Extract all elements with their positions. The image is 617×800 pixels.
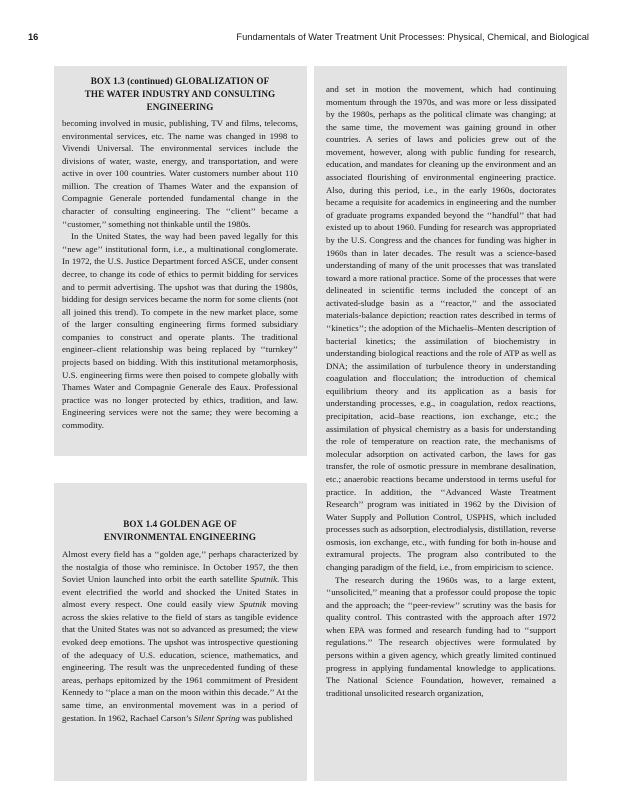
- running-head: Fundamentals of Water Treatment Unit Processes: Physical, Chemical, and Biological: [236, 32, 589, 42]
- sputnik-italic-1: Sputnik: [250, 574, 278, 585]
- box-1-3-text: [62, 75, 298, 431]
- box-1-4-title-line-2: ENVIRONMENTAL ENGINEERING: [103, 532, 257, 542]
- box-1-3-title: [62, 75, 298, 114]
- box-1-4-paragraph-1-part-d: was published: [239, 712, 293, 723]
- box-1-4-paragraph-1: [62, 548, 298, 724]
- box-1-3-paragraph-2: In the United States, the way had been paved legally for this ‘‘new age’’ institutional form, i.e., a multinational conglomerate. In 1972, the U.S. Justice Department forced ASCE, under consent decree, to change its code of ethics to permit bidding for services and to permit advertising. The upshot was that during the 1980s, bidding for design services became the norm for some clients (not all joined this trend). To compete in the new market place, some of the larger consulting engineering firms formed subsidiary companies to construct and operate plants. The traditional engineer–client relationship was being replaced by ‘‘turnkey’’ projects based on bidding. With this institutional metamorphosis, U.S. engineering firms were then poised to compete globally with Thames Water and Compagnie Generale des Eaux. Professional practice was no longer protected by ethics, tradition, and law. Engineering services were not the same; they were becoming a commodity.: [62, 231, 298, 430]
- silent-spring-italic: Silent Spring: [193, 712, 240, 723]
- page-header: [28, 32, 589, 48]
- page-number: 16: [28, 32, 39, 42]
- box-1-3-title-line-3: ENGINEERING: [146, 102, 214, 112]
- box-1-4-text-right: [326, 83, 556, 699]
- box-1-4-title-line-1: BOX 1.4 GOLDEN AGE OF: [123, 519, 237, 529]
- sputnik-italic-2: Sputnik: [239, 599, 266, 610]
- box-1-4-right-paragraph-2: The research during the 1960s was, to a large extent, ‘‘unsolicited,’’ meaning that a professor could propose the topic and the approach; the ‘‘peer-review’’ scrutiny was the basis for quality control. This contrasted with the approach after 1972 when EPA was formed and research funding had to ‘‘support regulations.’’ The research objectives were formulated by persons within a given agency, which greatly limited continued progress in applying fundamental knowledge to applications. The National Science Foundation, however, remained a traditional unsolicited research organization,: [326, 574, 556, 698]
- box-1-4-paragraph-1-part-c: moving across the skies relative to the field of stars as tangible evidence that the United States was not so advanced as presumed; the view evoked deep emotions. The upshot was introspective questioning of the adequacy of U.S. education, science, mathematics, and engineering. The result was the unprecedented funding of these areas, perhaps epitomized by the 1961 commitment of President Kennedy to ‘‘place a man on the moon within this decade.’’ At the same time, an environmental movement was in a period of gestation. In 1962, Rachael Carson’s: [62, 599, 298, 723]
- box-1-4-paragraph-1-part-b: . This event electrified the world and shocked the United States in almost every respect. One could easily view: [62, 574, 298, 610]
- box-1-3-paragraph-1: becoming involved in music, publishing, TV and films, telecoms, environmental services, etc. The name was changed in 1998 to Vivendi Universal. The environmental services include the divisions of water, waste, energy, and transportation, and were active in over 100 countries. Water customers number about 110 million. The creation of Thames Water and the expansion of Compagnie Generale portended fundamental change in the character of consulting engineering. The ‘‘client’’ became a ‘‘customer,’’ something not thinkable until the 1980s.: [62, 118, 298, 229]
- box-1-4-paragraph-1-part-a: Almost every field has a ‘‘golden age,’’ perhaps characterized by the nostalgia of those who reminisce. In October 1957, the then Soviet Union launched into orbit the earth satellite: [62, 549, 298, 585]
- box-1-3-title-line-2: THE WATER INDUSTRY AND CONSULTING: [84, 89, 276, 99]
- box-1-4-title: [62, 518, 298, 544]
- box-1-3-title-line-1: BOX 1.3 (continued) GLOBALIZATION OF: [90, 76, 270, 86]
- box-1-4-right-paragraph-1: and set in motion the movement, which had continuing momentum through the 1970s, and was more or less dissipated by the 1980s, perhaps as the political climate was changing; at the same time, the movement was gaining ground in other countries. A series of laws and policies grew out of the movement, however, along with public funding for research, education, and mandates for cleaning up the environment and an associated flourishing of environmental engineering practice. Also, during this period, i.e., in the early 1960s, doctorates became a requisite for academics in engineering and the number of graduate programs expanded beyond the ‘‘handful’’ that had existed up to about 1960. Funding for research was appropriated by the U.S. Congress and the chances for funding was higher in 1960s than in later decades. The result was a science-based understanding of many of the unit processes that was translated toward a more rational practice. Some of the processes that were delineated in scientific terms included the concept of an activated-sludge basin as a ‘‘reactor,’’ and the associated materials-balance depiction; reaction rates described in terms of ‘‘kinetics’’; the adoption of the Michaelis–Menten description of bacterial kinetics; the assimilation of biochemistry in understanding biological reactions and the role of ATP as well as DNA; the assimilation of turbulence theory in understanding coagulation and flocculation; the introduction of chemical equilibrium theory and its application as a basis for understanding processes, e.g., in coagulation, redox reactions, precipitation, acid–base reactions, ion exchange, etc.; the assimilation of physical chemistry as a basis for understanding the role of temperature on reaction rate, the mechanisms of molecular adsorption on activated carbon, the laws for gas transfer, the role of osmotic pressure in membrane desalination, etc.; anaerobic reactions became understood in terms useful for practice. In addition, the ‘‘Advanced Waste Treatment Research’’ program was initiated in 1962 by the Division of Water Supply and Pollution Control, USPHS, which included processes such as adsorption, electrodialysis, distillation, reverse osmosis, ion exchange, etc., with funding for both in-house and extramural projects. The program also contributed to the changing paradigm of the field, i.e., from empiricism to science.: [326, 84, 556, 572]
- box-1-4-text-left: [62, 518, 298, 724]
